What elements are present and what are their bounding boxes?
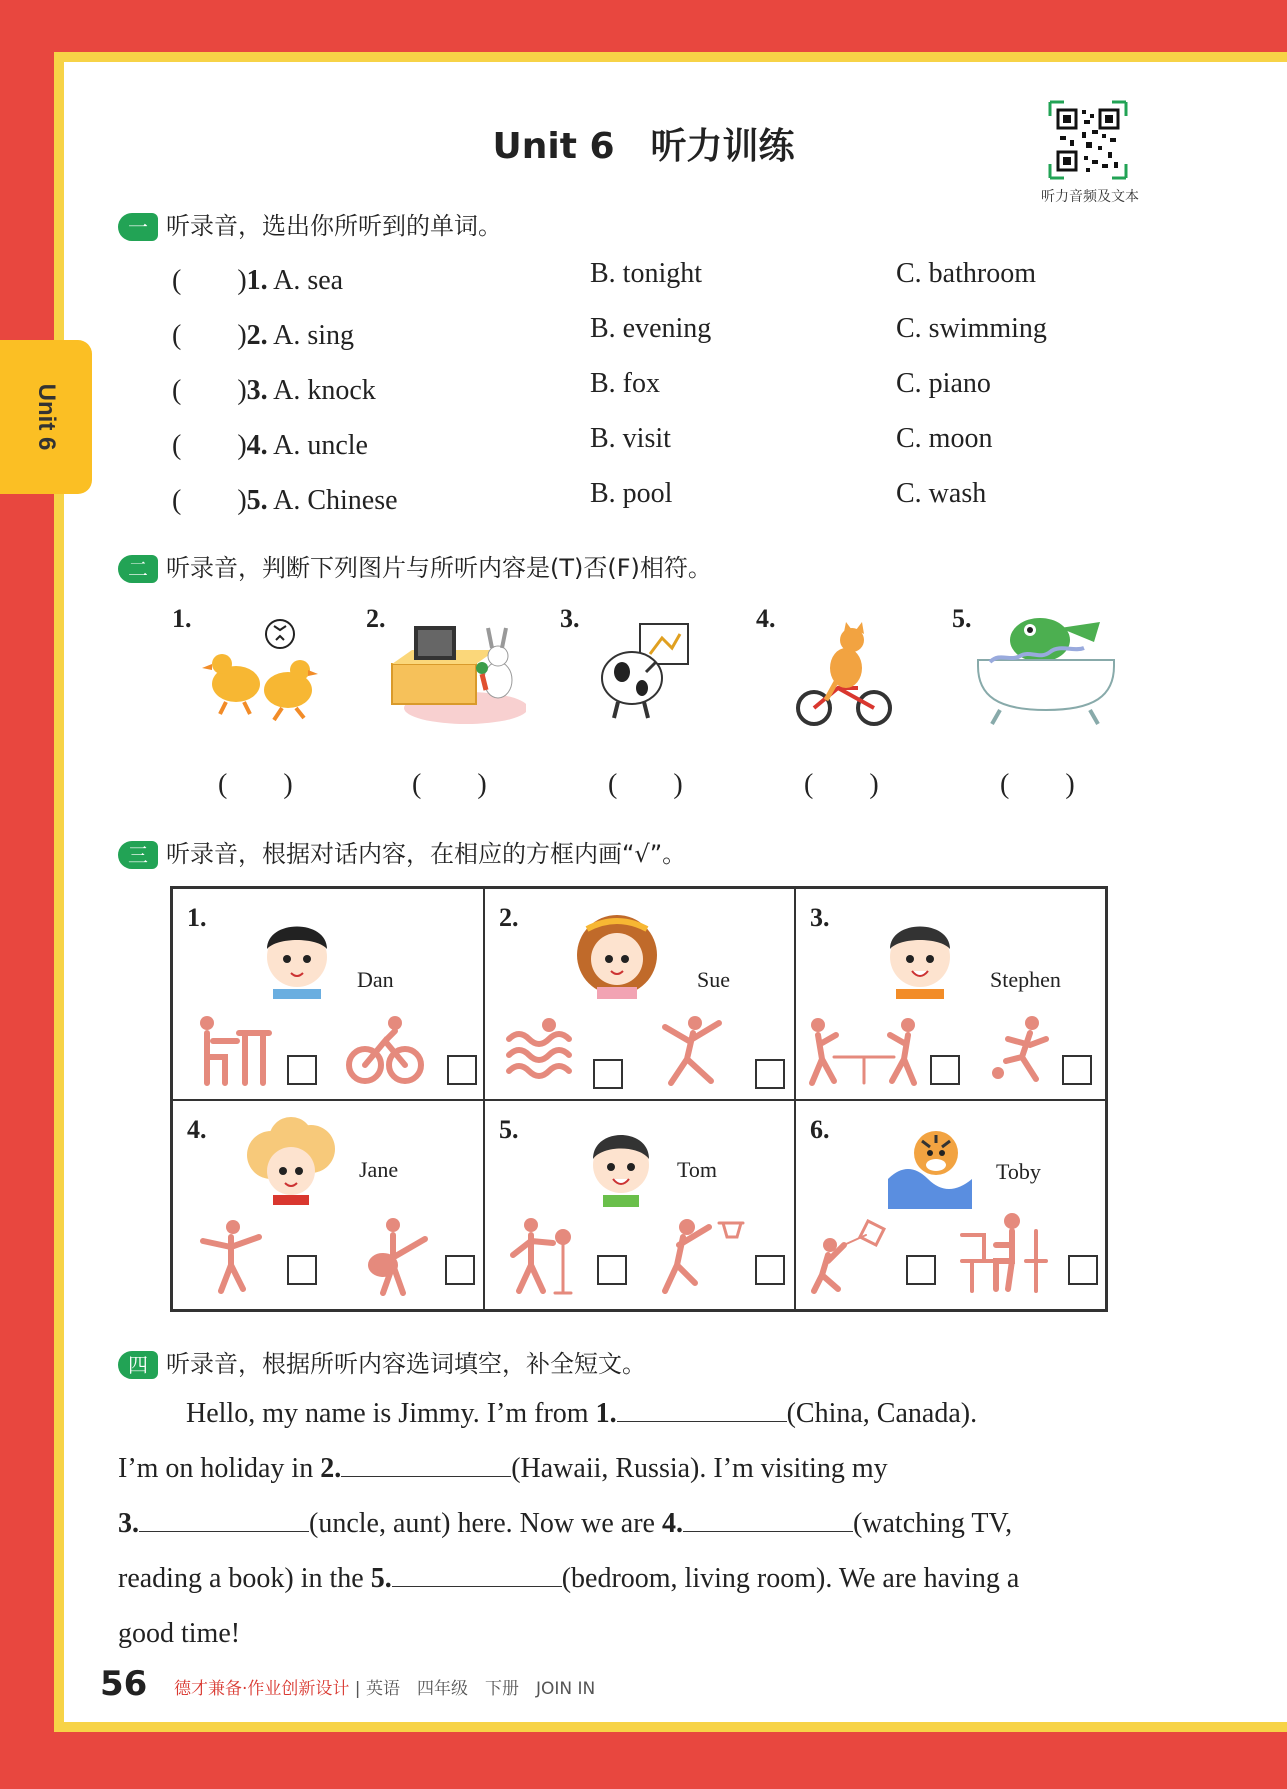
blank-number: 3. bbox=[118, 1508, 139, 1539]
boy-avatar bbox=[257, 909, 337, 999]
basketball-icon bbox=[661, 1215, 751, 1299]
passage-options: (uncle, aunt) here. Now we are bbox=[309, 1508, 662, 1539]
answer-blank[interactable]: ( ) bbox=[608, 769, 683, 800]
section-4-instruction: 听录音，根据所听内容选词填空，补全短文。 bbox=[166, 1350, 646, 1378]
cell-number: 5. bbox=[499, 1115, 519, 1144]
section-1-badge: 一 bbox=[118, 213, 158, 241]
child-name: Dan bbox=[357, 967, 394, 992]
question-number: 2. bbox=[246, 320, 268, 351]
section-3-heading bbox=[118, 834, 686, 869]
question-row bbox=[172, 258, 1122, 302]
picture-number: 2. bbox=[366, 604, 386, 633]
grid-cell bbox=[484, 888, 795, 1100]
checkbox[interactable] bbox=[755, 1059, 785, 1089]
checkbox[interactable] bbox=[1062, 1055, 1092, 1085]
page-title: Unit 6 听力训练 bbox=[492, 126, 795, 167]
passage-text: reading a book) in the bbox=[118, 1563, 371, 1594]
answer-paren[interactable]: ( ) bbox=[172, 320, 247, 351]
passage-line bbox=[118, 1386, 1158, 1441]
checkbox[interactable] bbox=[755, 1255, 785, 1285]
answer-paren[interactable]: ( ) bbox=[172, 430, 247, 461]
dance-pose-icon bbox=[197, 1217, 267, 1297]
child-name: Tom bbox=[677, 1157, 718, 1182]
option-c: C. piano bbox=[896, 368, 991, 399]
boy-avatar bbox=[581, 1119, 661, 1209]
grid-cell bbox=[795, 888, 1106, 1100]
table-tennis-icon bbox=[804, 1013, 924, 1089]
qr-caption: 听力音频及文本 bbox=[1041, 189, 1139, 205]
fill-blank[interactable] bbox=[683, 1503, 853, 1532]
child-name: Jane bbox=[359, 1157, 399, 1182]
fill-blank[interactable] bbox=[341, 1448, 511, 1477]
checkbox[interactable] bbox=[287, 1055, 317, 1085]
section-2-badge: 二 bbox=[118, 555, 158, 583]
question-row bbox=[172, 368, 1122, 412]
passage-text: Hello, my name is Jimmy. I’m from bbox=[186, 1398, 596, 1429]
option-c: C. moon bbox=[896, 423, 993, 454]
answer-paren[interactable]: ( ) bbox=[172, 375, 247, 406]
cell-number: 6. bbox=[810, 1115, 830, 1144]
passage-text: good time! bbox=[118, 1618, 241, 1649]
question-number: 3. bbox=[246, 375, 268, 406]
football-icon bbox=[988, 1013, 1058, 1089]
question-answer-a bbox=[172, 478, 398, 518]
child-name: Toby bbox=[996, 1159, 1041, 1184]
option-b: B. fox bbox=[590, 368, 660, 399]
qr-code-icon bbox=[1048, 100, 1128, 180]
option-b: B. evening bbox=[590, 313, 712, 344]
question-answer-a bbox=[172, 258, 343, 298]
section-1-instruction: 听录音，选出你所听到的单词。 bbox=[166, 212, 502, 240]
option-b: B. visit bbox=[590, 423, 671, 454]
checkbox[interactable] bbox=[1068, 1255, 1098, 1285]
question-row bbox=[172, 313, 1122, 357]
passage-line bbox=[118, 1496, 1158, 1551]
picture-number: 4. bbox=[756, 604, 776, 633]
passage-options: (bedroom, living room). We are having a bbox=[561, 1563, 1020, 1594]
kite-flying-icon bbox=[808, 1215, 898, 1299]
footer-subject: 英语 bbox=[365, 1679, 400, 1699]
option-b: B. tonight bbox=[590, 258, 703, 289]
option-c: C. bathroom bbox=[896, 258, 1036, 289]
picture-number: 5. bbox=[952, 604, 972, 633]
answer-paren[interactable]: ( ) bbox=[172, 485, 247, 516]
section-4-badge: 四 bbox=[118, 1351, 158, 1379]
option-c: C. wash bbox=[896, 478, 987, 509]
section-3-instruction: 听录音，根据对话内容，在相应的方框内画“√”。 bbox=[166, 840, 687, 868]
question-row bbox=[172, 478, 1122, 522]
cell-number: 3. bbox=[810, 903, 830, 932]
checkbox[interactable] bbox=[445, 1255, 475, 1285]
piano-icon bbox=[193, 1013, 273, 1089]
checkbox[interactable] bbox=[597, 1255, 627, 1285]
checkbox[interactable] bbox=[906, 1255, 936, 1285]
checkbox[interactable] bbox=[593, 1059, 623, 1089]
fill-blank[interactable] bbox=[617, 1393, 787, 1422]
blank-number: 2. bbox=[320, 1453, 342, 1484]
question-answer-a bbox=[172, 368, 376, 408]
girl-avatar bbox=[567, 909, 667, 999]
cloze-passage bbox=[118, 1386, 1158, 1661]
passage-options: (watching TV, bbox=[852, 1508, 1013, 1539]
tv-rabbit-image bbox=[386, 620, 526, 730]
checkbox[interactable] bbox=[447, 1055, 477, 1085]
option-a: A. uncle bbox=[273, 430, 368, 461]
section-2-heading bbox=[118, 548, 712, 583]
blank-number: 1. bbox=[595, 1398, 617, 1429]
option-a: A. sea bbox=[273, 265, 344, 296]
grid-cell bbox=[795, 1100, 1106, 1310]
passage-line bbox=[118, 1551, 1158, 1606]
checkbox[interactable] bbox=[930, 1055, 960, 1085]
answer-blank[interactable]: ( ) bbox=[804, 769, 879, 800]
passage-text: I’m on holiday in bbox=[118, 1453, 321, 1484]
tiger-avatar bbox=[880, 1119, 980, 1209]
passage-options: (Hawaii, Russia). I’m visiting my bbox=[511, 1453, 888, 1484]
unit-side-tab bbox=[0, 340, 92, 494]
question-number: 1. bbox=[246, 265, 268, 296]
singing-icon bbox=[505, 1215, 585, 1299]
dancing-icon bbox=[655, 1013, 735, 1089]
section-3-badge: 三 bbox=[118, 841, 158, 869]
option-b: B. pool bbox=[590, 478, 673, 509]
boy-avatar bbox=[880, 909, 960, 999]
grid-cell bbox=[172, 888, 484, 1100]
computer-desk-icon bbox=[956, 1211, 1056, 1301]
blank-number: 4. bbox=[661, 1508, 683, 1539]
question-number: 5. bbox=[246, 485, 268, 516]
child-name: Stephen bbox=[990, 967, 1061, 992]
question-number: 4. bbox=[246, 430, 268, 461]
child-name: Sue bbox=[697, 967, 730, 992]
question-answer-a bbox=[172, 423, 368, 463]
checkbox[interactable] bbox=[287, 1255, 317, 1285]
question-answer-a bbox=[172, 313, 354, 353]
question-row bbox=[172, 423, 1122, 467]
activity-grid bbox=[170, 886, 1108, 1312]
option-c: C. swimming bbox=[896, 313, 1047, 344]
section-2-instruction: 听录音，判断下列图片与所听内容是(T)否(F)相符。 bbox=[166, 554, 712, 582]
swimming-icon bbox=[503, 1013, 583, 1089]
footer-brand: 德才兼备·作业创新设计 bbox=[174, 1679, 350, 1699]
footer-grade: 四年级 下册 JOIN IN bbox=[416, 1679, 596, 1699]
picture-number: 3. bbox=[560, 604, 580, 633]
girl-avatar bbox=[241, 1115, 341, 1205]
cell-number: 1. bbox=[187, 903, 207, 932]
ducks-football-image bbox=[196, 614, 326, 724]
section-4-heading bbox=[118, 1344, 646, 1379]
guitar-icon bbox=[363, 1215, 433, 1299]
cell-number: 2. bbox=[499, 903, 519, 932]
option-a: A. sing bbox=[273, 320, 355, 351]
passage-options: (China, Canada). bbox=[786, 1398, 978, 1429]
grid-cell bbox=[172, 1100, 484, 1310]
answer-blank[interactable]: ( ) bbox=[412, 769, 487, 800]
fill-blank[interactable] bbox=[392, 1558, 562, 1587]
fill-blank[interactable] bbox=[139, 1503, 309, 1532]
option-a: A. knock bbox=[273, 375, 376, 406]
answer-blank[interactable]: ( ) bbox=[218, 769, 293, 800]
cow-painting-image bbox=[590, 618, 700, 728]
crocodile-bath-image bbox=[970, 610, 1120, 736]
answer-blank[interactable]: ( ) bbox=[1000, 769, 1075, 800]
passage-line bbox=[118, 1441, 1158, 1496]
grid-cell bbox=[484, 1100, 795, 1310]
option-a: A. Chinese bbox=[273, 485, 398, 516]
cat-bicycle-image bbox=[790, 622, 900, 732]
cell-number: 4. bbox=[187, 1115, 207, 1144]
passage-line bbox=[118, 1606, 1158, 1661]
footer-info: 德才兼备·作业创新设计 | 英语 四年级 下册 JOIN IN bbox=[174, 1679, 596, 1699]
page-number: 56 bbox=[100, 1664, 148, 1704]
section-1-heading bbox=[118, 206, 502, 241]
picture-number: 1. bbox=[172, 604, 192, 633]
answer-paren[interactable]: ( ) bbox=[172, 265, 247, 296]
side-tab-label: Unit 6 bbox=[33, 383, 60, 451]
cycling-icon bbox=[345, 1013, 425, 1089]
blank-number: 5. bbox=[370, 1563, 392, 1594]
